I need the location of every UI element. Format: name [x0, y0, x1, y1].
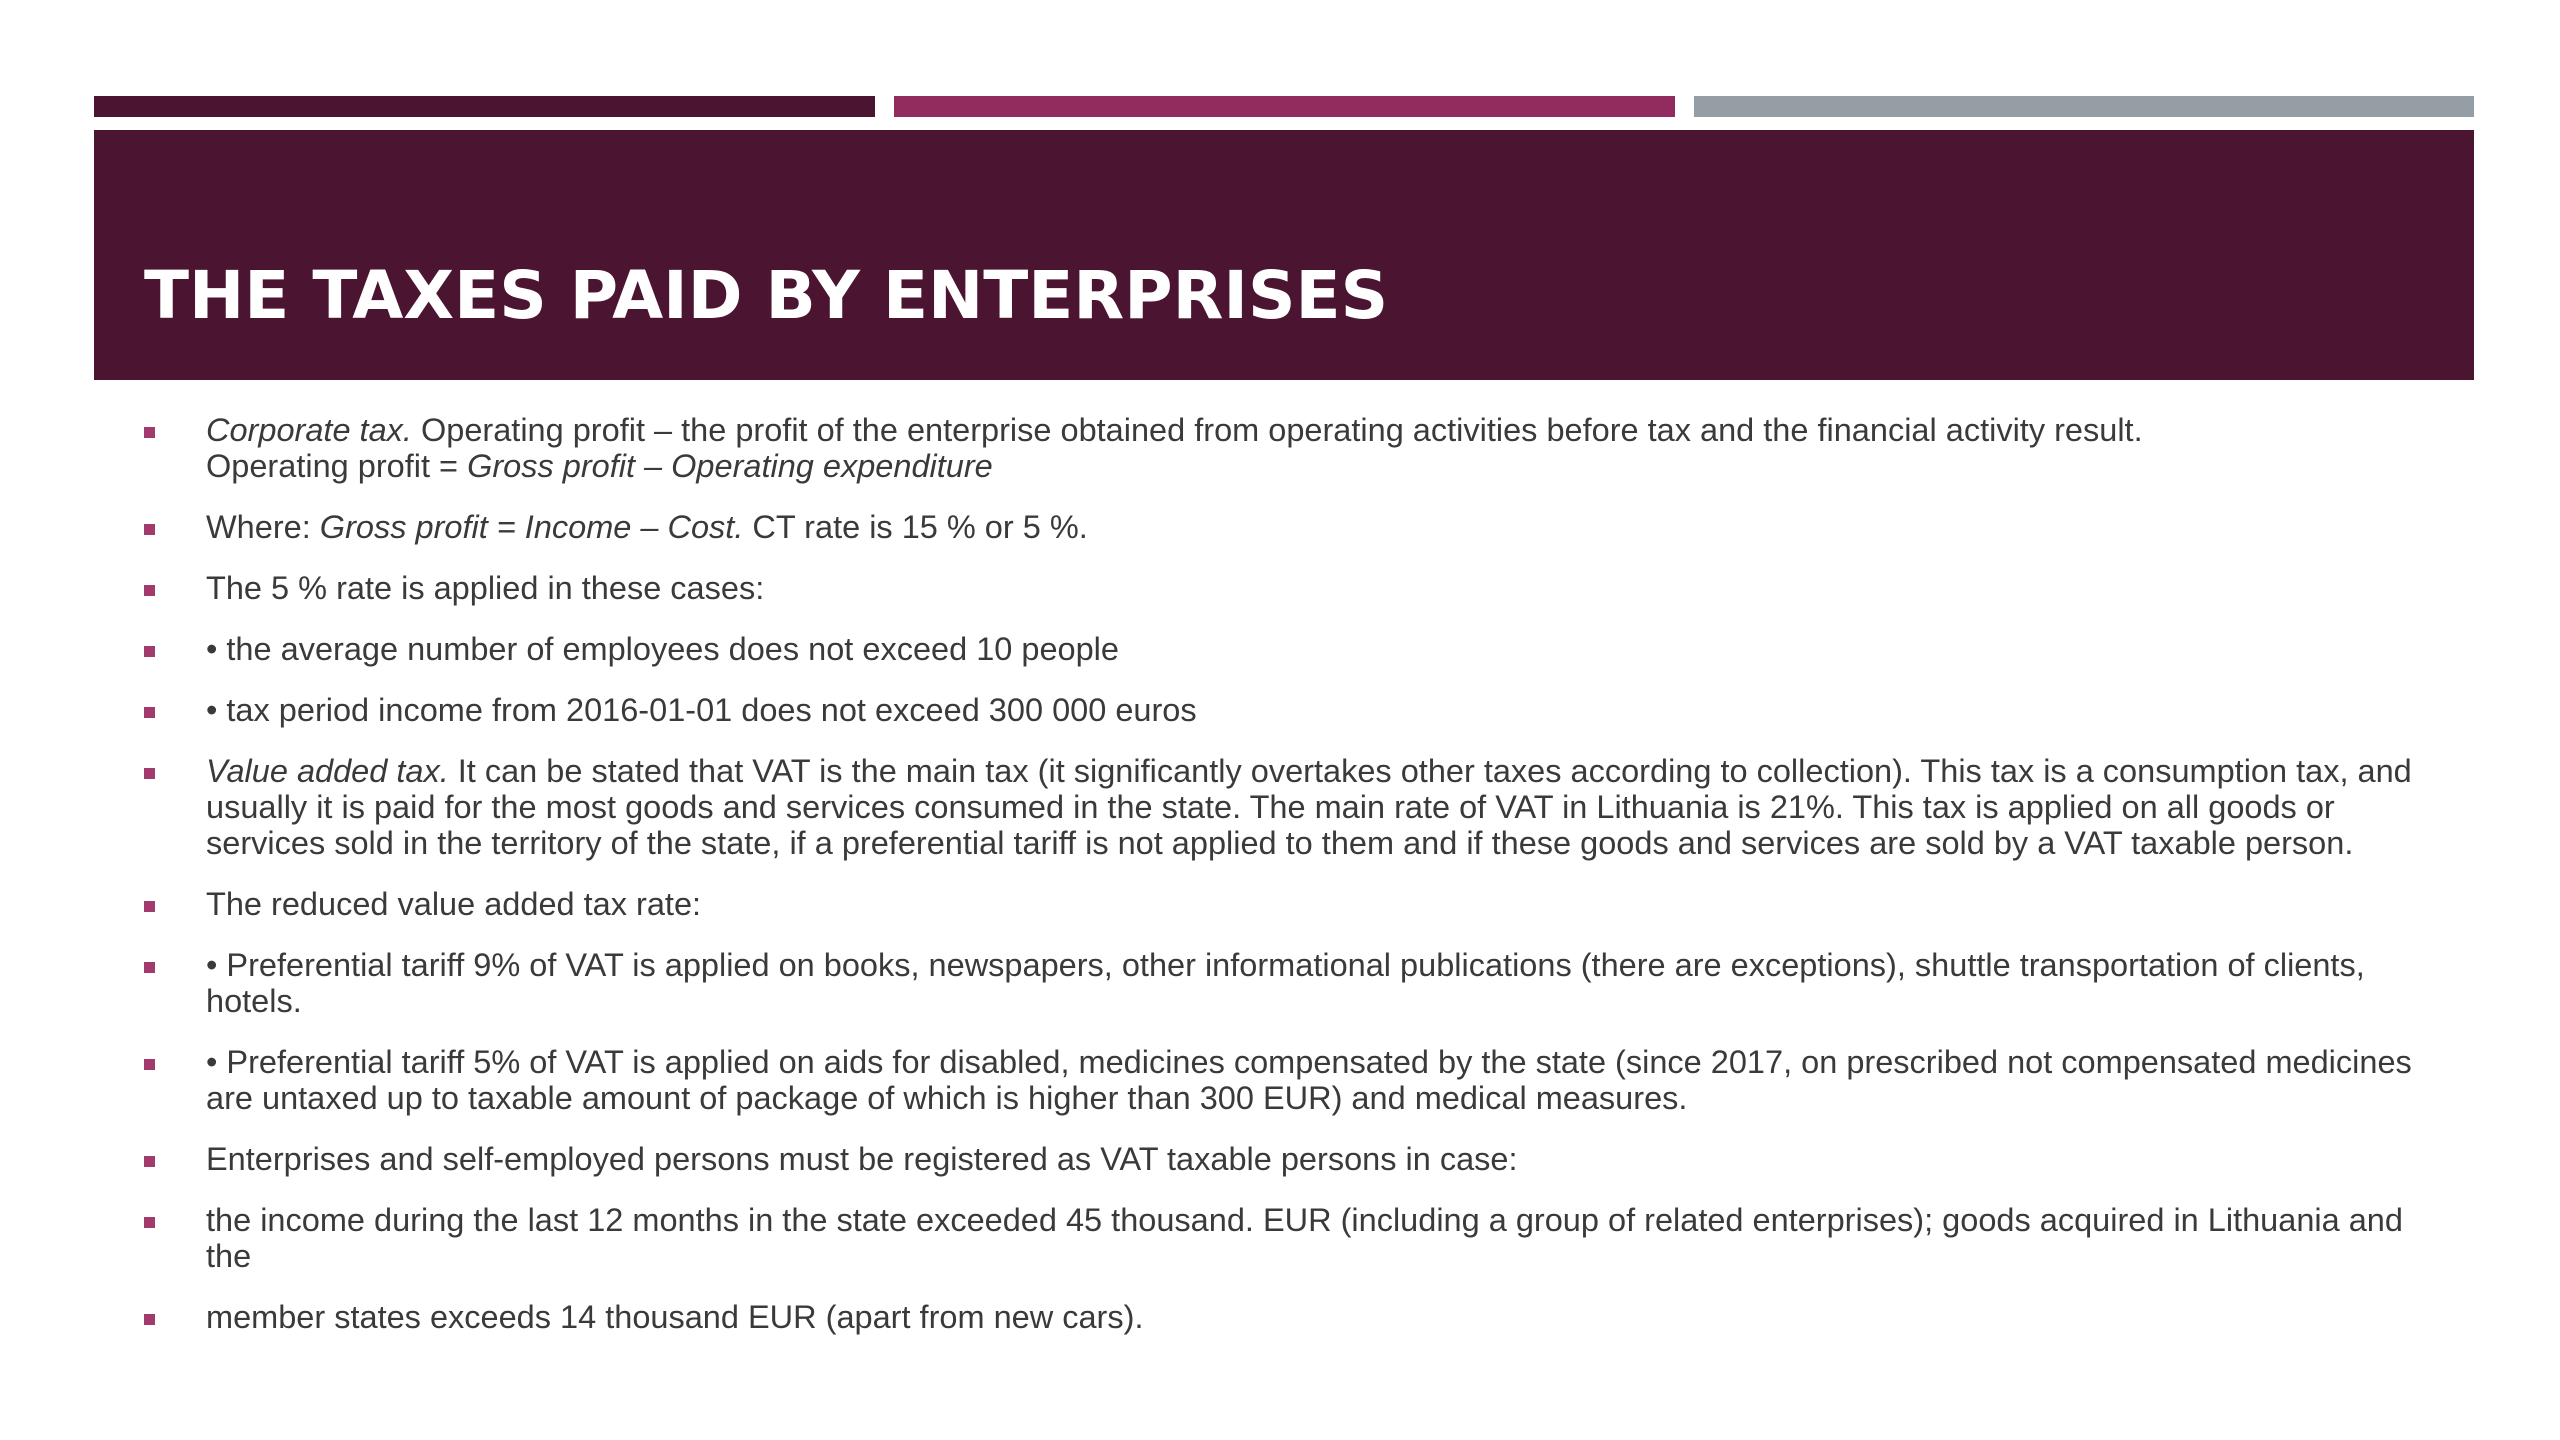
square-bullet-icon	[144, 585, 155, 596]
square-bullet-icon	[144, 707, 155, 718]
bullet-employees	[140, 631, 2440, 667]
bullet-text: The 5 % rate is applied in these cases:	[206, 570, 765, 606]
square-bullet-icon	[144, 427, 155, 438]
bullet-text: • the average number of employees does not exceed 10 people	[206, 631, 1119, 667]
square-bullet-icon	[144, 1059, 155, 1070]
bullet-text: Enterprises and self-employed persons must be registered as VAT taxable persons in case:	[206, 1141, 1518, 1177]
bullet-text: Operating profit – the profit of the enterprise obtained from operating activities before tax and the financial activity result.	[411, 412, 2143, 448]
bullet-text: CT rate is 15 % or 5 %.	[743, 509, 1088, 545]
accent-bar-grey	[1694, 96, 2474, 117]
square-bullet-icon	[144, 524, 155, 535]
accent-bar-magenta	[894, 96, 1675, 117]
bullet-reduced-vat	[140, 886, 2440, 922]
square-bullet-icon	[144, 1217, 155, 1228]
bullet-text: member states exceeds 14 thousand EUR (apart from new cars).	[206, 1299, 1144, 1335]
accent-bar-dark	[94, 96, 875, 117]
square-bullet-icon	[144, 962, 155, 973]
bullet-member-states	[140, 1299, 2440, 1335]
title-band	[94, 130, 2474, 380]
square-bullet-icon	[144, 768, 155, 779]
bullet-gross-profit	[140, 509, 2440, 545]
square-bullet-icon	[144, 646, 155, 657]
bullet-tariff-5	[140, 1044, 2440, 1116]
bullet-text: Operating profit =	[206, 448, 468, 484]
bullet-italic: Gross profit – Operating expenditure	[467, 448, 993, 484]
bullet-text: • Preferential tariff 5% of VAT is applied on aids for disabled, medicines compensated by the state (since 2017, on prescribed not compensated medicines are untaxed up to taxable amount of package of which is higher than 300 EUR) and medical measures.	[206, 1044, 2412, 1116]
bullet-text: • Preferential tariff 9% of VAT is applied on books, newspapers, other informational publications (there are exceptions), shuttle transportation of clients, hotels.	[206, 947, 2365, 1019]
bullet-text: Where:	[206, 509, 320, 545]
bullet-italic-lead: Corporate tax.	[206, 412, 412, 448]
bullet-value-added-tax	[140, 753, 2440, 861]
bullet-five-percent-cases	[140, 570, 2440, 606]
bullet-corporate-tax	[140, 412, 2440, 484]
square-bullet-icon	[144, 1156, 155, 1167]
bullet-text: the income during the last 12 months in the state exceeded 45 thousand. EUR (including a group of related enterprises); goods acquired in Lithuania and the	[206, 1202, 2403, 1274]
bullet-italic-lead: Value added tax.	[206, 753, 449, 789]
bullet-registration	[140, 1141, 2440, 1177]
bullet-italic: Gross profit = Income – Cost.	[319, 509, 744, 545]
bullet-income-threshold	[140, 1202, 2440, 1274]
bullet-income	[140, 692, 2440, 728]
bullet-text: It can be stated that VAT is the main tax (it significantly overtakes other taxes according to collection). This tax is a consumption tax, and usually it is paid for the most goods and services consumed in the state. The main rate of VAT in Lithuania is 21%. This tax is applied on all goods or services sold in the territory of the state, if a preferential tariff is not applied to them and if these goods and services are sold by a VAT taxable person.	[206, 753, 2412, 861]
bullet-text: • tax period income from 2016-01-01 does not exceed 300 000 euros	[206, 692, 1197, 728]
square-bullet-icon	[144, 1314, 155, 1325]
square-bullet-icon	[144, 901, 155, 912]
bullet-list	[140, 412, 2440, 1360]
slide-title: THE TAXES PAID BY ENTERPRISES	[144, 257, 1389, 334]
bullet-tariff-9	[140, 947, 2440, 1019]
bullet-text: The reduced value added tax rate:	[206, 886, 702, 922]
